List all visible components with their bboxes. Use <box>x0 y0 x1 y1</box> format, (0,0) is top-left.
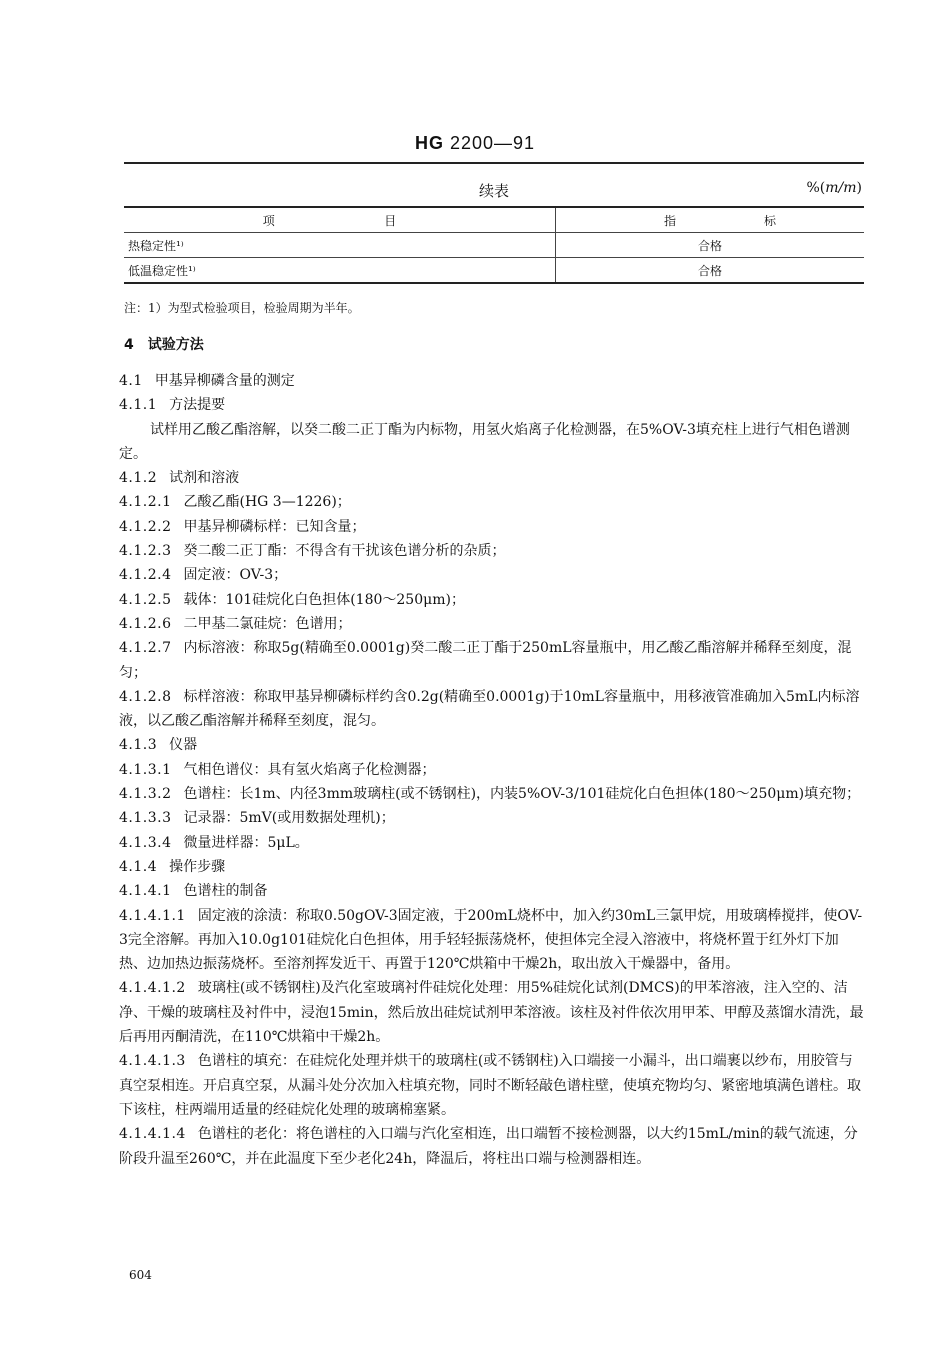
paragraph: 4.1.1 方法提要 <box>119 397 226 414</box>
table-row <box>124 233 864 258</box>
body-text <box>119 369 865 1171</box>
col-spec-header: 指 标 <box>556 207 865 233</box>
paragraph: 4.1.2 试剂和溶液 <box>119 470 240 487</box>
row-item: 低温稳定性¹⁾ <box>124 258 556 284</box>
section-heading: 4 试验方法 <box>124 337 204 353</box>
paragraph: 4.1.4.1.4 色谱柱的老化：将色谱柱的入口端与汽化室相连，出口端暂不接检测器，以大约15mL/min的载气流速，分阶段升温至260℃，并在此温度下至少老化24h，降温后，将柱出口端与检测器相连。 <box>119 1126 858 1167</box>
paragraph: 4.1.3.2 色谱柱：长1m、内径3mm玻璃柱(或不锈钢柱)，内装5%OV-3/101硅烷化白色担体(180～250μm)填充物； <box>119 786 861 803</box>
standard-number: 2200—91 <box>449 133 536 153</box>
table-title: 续表 <box>478 182 509 200</box>
table-header-row <box>124 207 864 233</box>
page-header <box>0 133 950 154</box>
table-row <box>124 258 864 284</box>
paragraph: 4.1.2.4 固定液：OV-3； <box>119 567 288 584</box>
paragraph: 4.1.4 操作步骤 <box>119 858 226 875</box>
paragraph: 4.1.4.1.3 色谱柱的填充：在硅烷化处理并烘干的玻璃柱(或不锈钢柱)入口端接一小漏斗，出口端裹以纱布，用胶管与真空泵相连。开启真空泵，从漏斗处分次加入柱填充物，同时不断轻敲色谱柱壁，使填充物均匀、紧密地填满色谱柱。取下该柱，柱两端用适量的经硅烷化处理的玻璃棉塞紧。 <box>119 1053 861 1118</box>
page-number: 604 <box>129 1268 152 1282</box>
paragraph: 4.1.3.4 微量进样器：5μL。 <box>119 834 309 851</box>
paragraph: 4.1.2.2 甲基异柳磷标样：已知含量； <box>119 518 366 535</box>
paragraph: 4.1.4.1.2 玻璃柱(或不锈钢柱)及汽化室玻璃衬件硅烷化处理：用5%硅烷化试剂(DMCS)的甲苯溶液，注入空的、洁净、干燥的玻璃柱及衬件中，浸泡15min，然后放出硅烷试剂甲苯溶液。该柱及衬件依次用甲苯、甲醇及蒸馏水清洗，最后再用丙酮清洗，在110℃烘箱中干燥2h。 <box>119 980 864 1046</box>
table-note: 注：1）为型式检验项目，检验周期为半年。 <box>124 301 360 315</box>
row-value: 合格 <box>556 258 865 284</box>
table-unit: %(m/m) <box>806 180 862 196</box>
paragraph: 4.1.3 仪器 <box>119 737 198 754</box>
paragraph: 4.1.2.5 载体：101硅烷化白色担体(180～250μm)； <box>119 591 465 608</box>
paragraph: 4.1.2.8 标样溶液：称取甲基异柳磷标样约含0.2g(精确至0.0001g)于10mL容量瓶中，用移液管准确加入5mL内标溶液，以乙酸乙酯溶解并稀释至刻度，混匀。 <box>119 688 860 730</box>
paragraph: 4.1 甲基异柳磷含量的测定 <box>119 373 295 389</box>
row-item: 热稳定性¹⁾ <box>124 233 556 258</box>
paragraph: 4.1.2.1 乙酸乙酯(HG 3—1226)； <box>119 494 351 511</box>
standard-code: HG <box>414 133 444 153</box>
row-value: 合格 <box>556 233 865 258</box>
header-rule <box>124 162 864 164</box>
paragraph: 4.1.3.1 气相色谱仪：具有氢火焰离子化检测器； <box>119 761 436 778</box>
paragraph: 4.1.4.1 色谱柱的制备 <box>119 883 268 900</box>
paragraph: 4.1.2.6 二甲基二氯硅烷：色谱用； <box>119 615 352 632</box>
paragraph: 试样用乙酸乙酯溶解，以癸二酸二正丁酯为内标物，用氢火焰离子化检测器，在5%OV-3填充柱上进行气相色谱测定。 <box>119 421 850 462</box>
col-item-header: 项 目 <box>124 207 556 233</box>
paragraph: 4.1.2.3 癸二酸二正丁酯：不得含有干扰该色谱分析的杂质； <box>119 543 506 560</box>
paragraph: 4.1.2.7 内标溶液：称取5g(精确至0.0001g)癸二酸二正丁酯于250mL容量瓶中，用乙酸乙酯溶解并稀释至刻度，混匀； <box>119 640 852 681</box>
paragraph: 4.1.4.1.1 固定液的涂渍：称取0.50gOV-3固定液，于200mL烧杯中，加入约30mL三氯甲烷，用玻璃棒搅拌，使OV-3完全溶解。再加入10.0g101硅烷化白色担体，用手轻轻振荡烧杯，使担体完全浸入溶液中，将烧杯置于红外灯下加热、边加热边振荡烧杯。至溶剂挥发近干、再置于120℃烘箱中干燥2h，取出放入干燥器中，备用。 <box>119 907 863 973</box>
spec-table <box>124 206 864 284</box>
paragraph: 4.1.3.3 记录器：5mV(或用数据处理机)； <box>119 810 395 827</box>
